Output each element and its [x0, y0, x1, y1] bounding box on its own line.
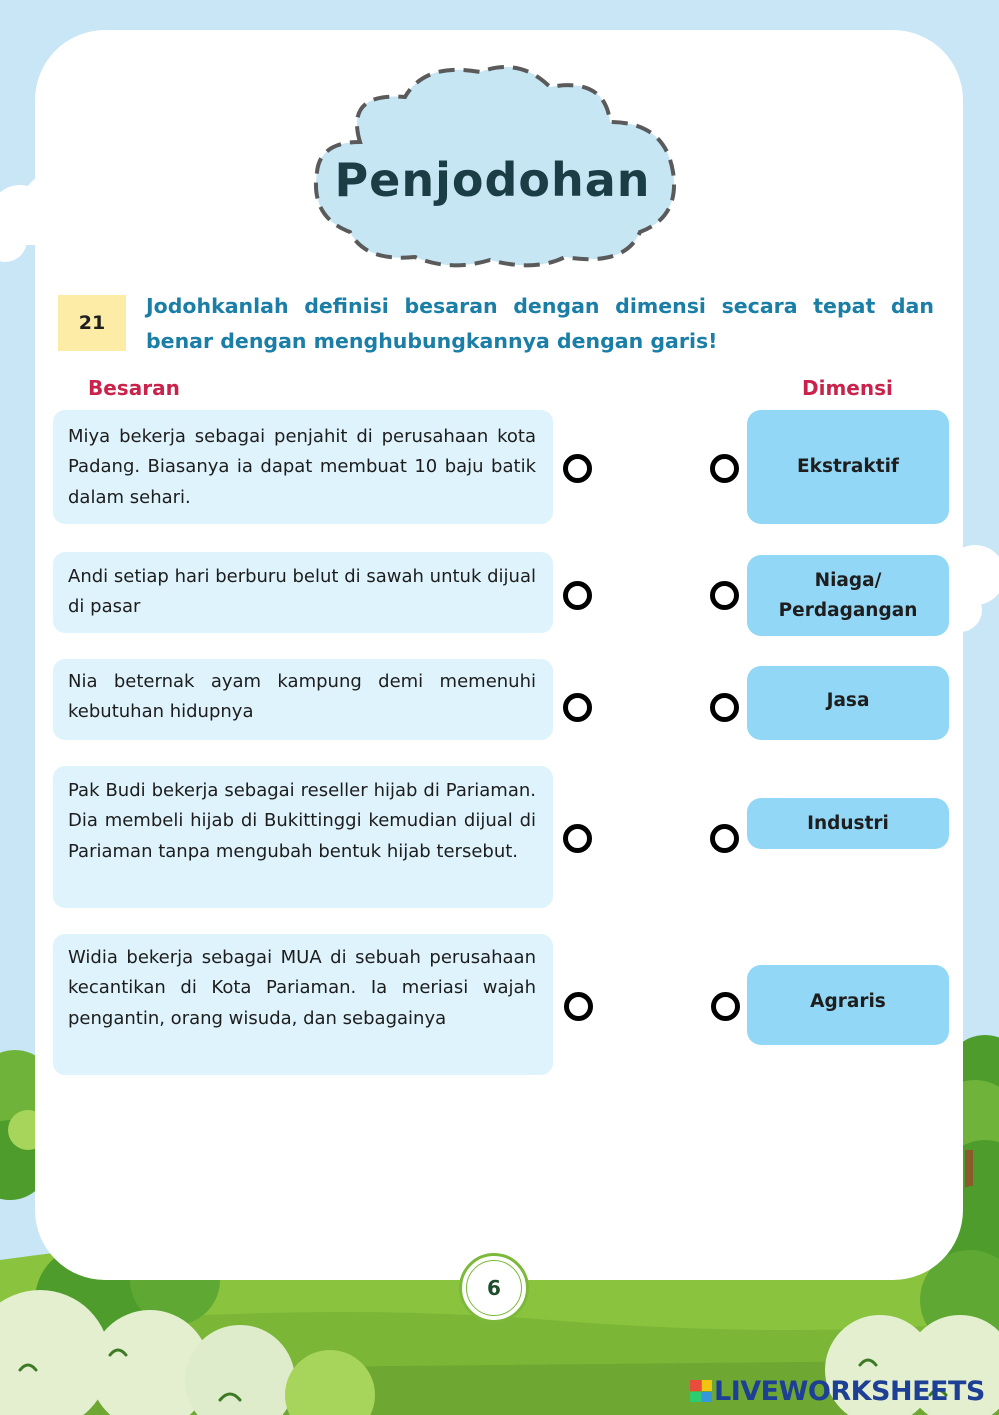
besaran-connector-dot[interactable] — [563, 581, 592, 610]
page-title: Penjodohan — [334, 153, 651, 207]
liveworksheets-logo-icon — [690, 1380, 712, 1402]
besaran-item: Andi setiap hari berburu belut di sawah untuk dijual di pasar — [53, 552, 553, 633]
page-number: 6 — [459, 1253, 529, 1323]
dimensi-connector-dot[interactable] — [710, 693, 739, 722]
column-heading-dimensi: Dimensi — [802, 376, 893, 400]
besaran-item: Miya bekerja sebagai penjahit di perusahaan kota Padang. Biasanya ia dapat membuat 10 baju batik dalam sehari. — [53, 410, 553, 524]
besaran-item: Pak Budi bekerja sebagai reseller hijab di Pariaman. Dia membeli hijab di Bukittinggi kemudian dijual di Pariaman tanpa mengubah bentuk hijab tersebut. — [53, 766, 553, 908]
dimensi-item: Industri — [747, 798, 949, 849]
title-cloud — [305, 52, 680, 272]
liveworksheets-brand — [690, 1374, 985, 1408]
dimensi-item: Ekstraktif — [747, 410, 949, 524]
dimensi-connector-dot[interactable] — [711, 992, 740, 1021]
question-number-badge: 21 — [58, 295, 126, 351]
besaran-connector-dot[interactable] — [563, 693, 592, 722]
brand-name: LIVEWORKSHEETS — [714, 1375, 985, 1407]
dimensi-connector-dot[interactable] — [710, 824, 739, 853]
dimensi-item: Niaga/ Perdagangan — [747, 555, 949, 636]
column-heading-besaran: Besaran — [88, 376, 180, 400]
dimensi-connector-dot[interactable] — [710, 454, 739, 483]
question-instruction: Jodohkanlah definisi besaran dengan dimensi secara tepat dan benar dengan menghubungkannya dengan garis! — [146, 294, 934, 353]
besaran-item: Nia beternak ayam kampung demi memenuhi kebutuhan hidupnya — [53, 659, 553, 740]
besaran-connector-dot[interactable] — [563, 454, 592, 483]
besaran-item: Widia bekerja sebagai MUA di sebuah perusahaan kecantikan di Kota Pariaman. Ia meriasi wajah pengantin, orang wisuda, dan sebagainya — [53, 934, 553, 1075]
besaran-connector-dot[interactable] — [563, 824, 592, 853]
dimensi-connector-dot[interactable] — [710, 581, 739, 610]
besaran-connector-dot[interactable] — [564, 992, 593, 1021]
dimensi-item: Jasa — [747, 666, 949, 740]
dimensi-item: Agraris — [747, 965, 949, 1045]
